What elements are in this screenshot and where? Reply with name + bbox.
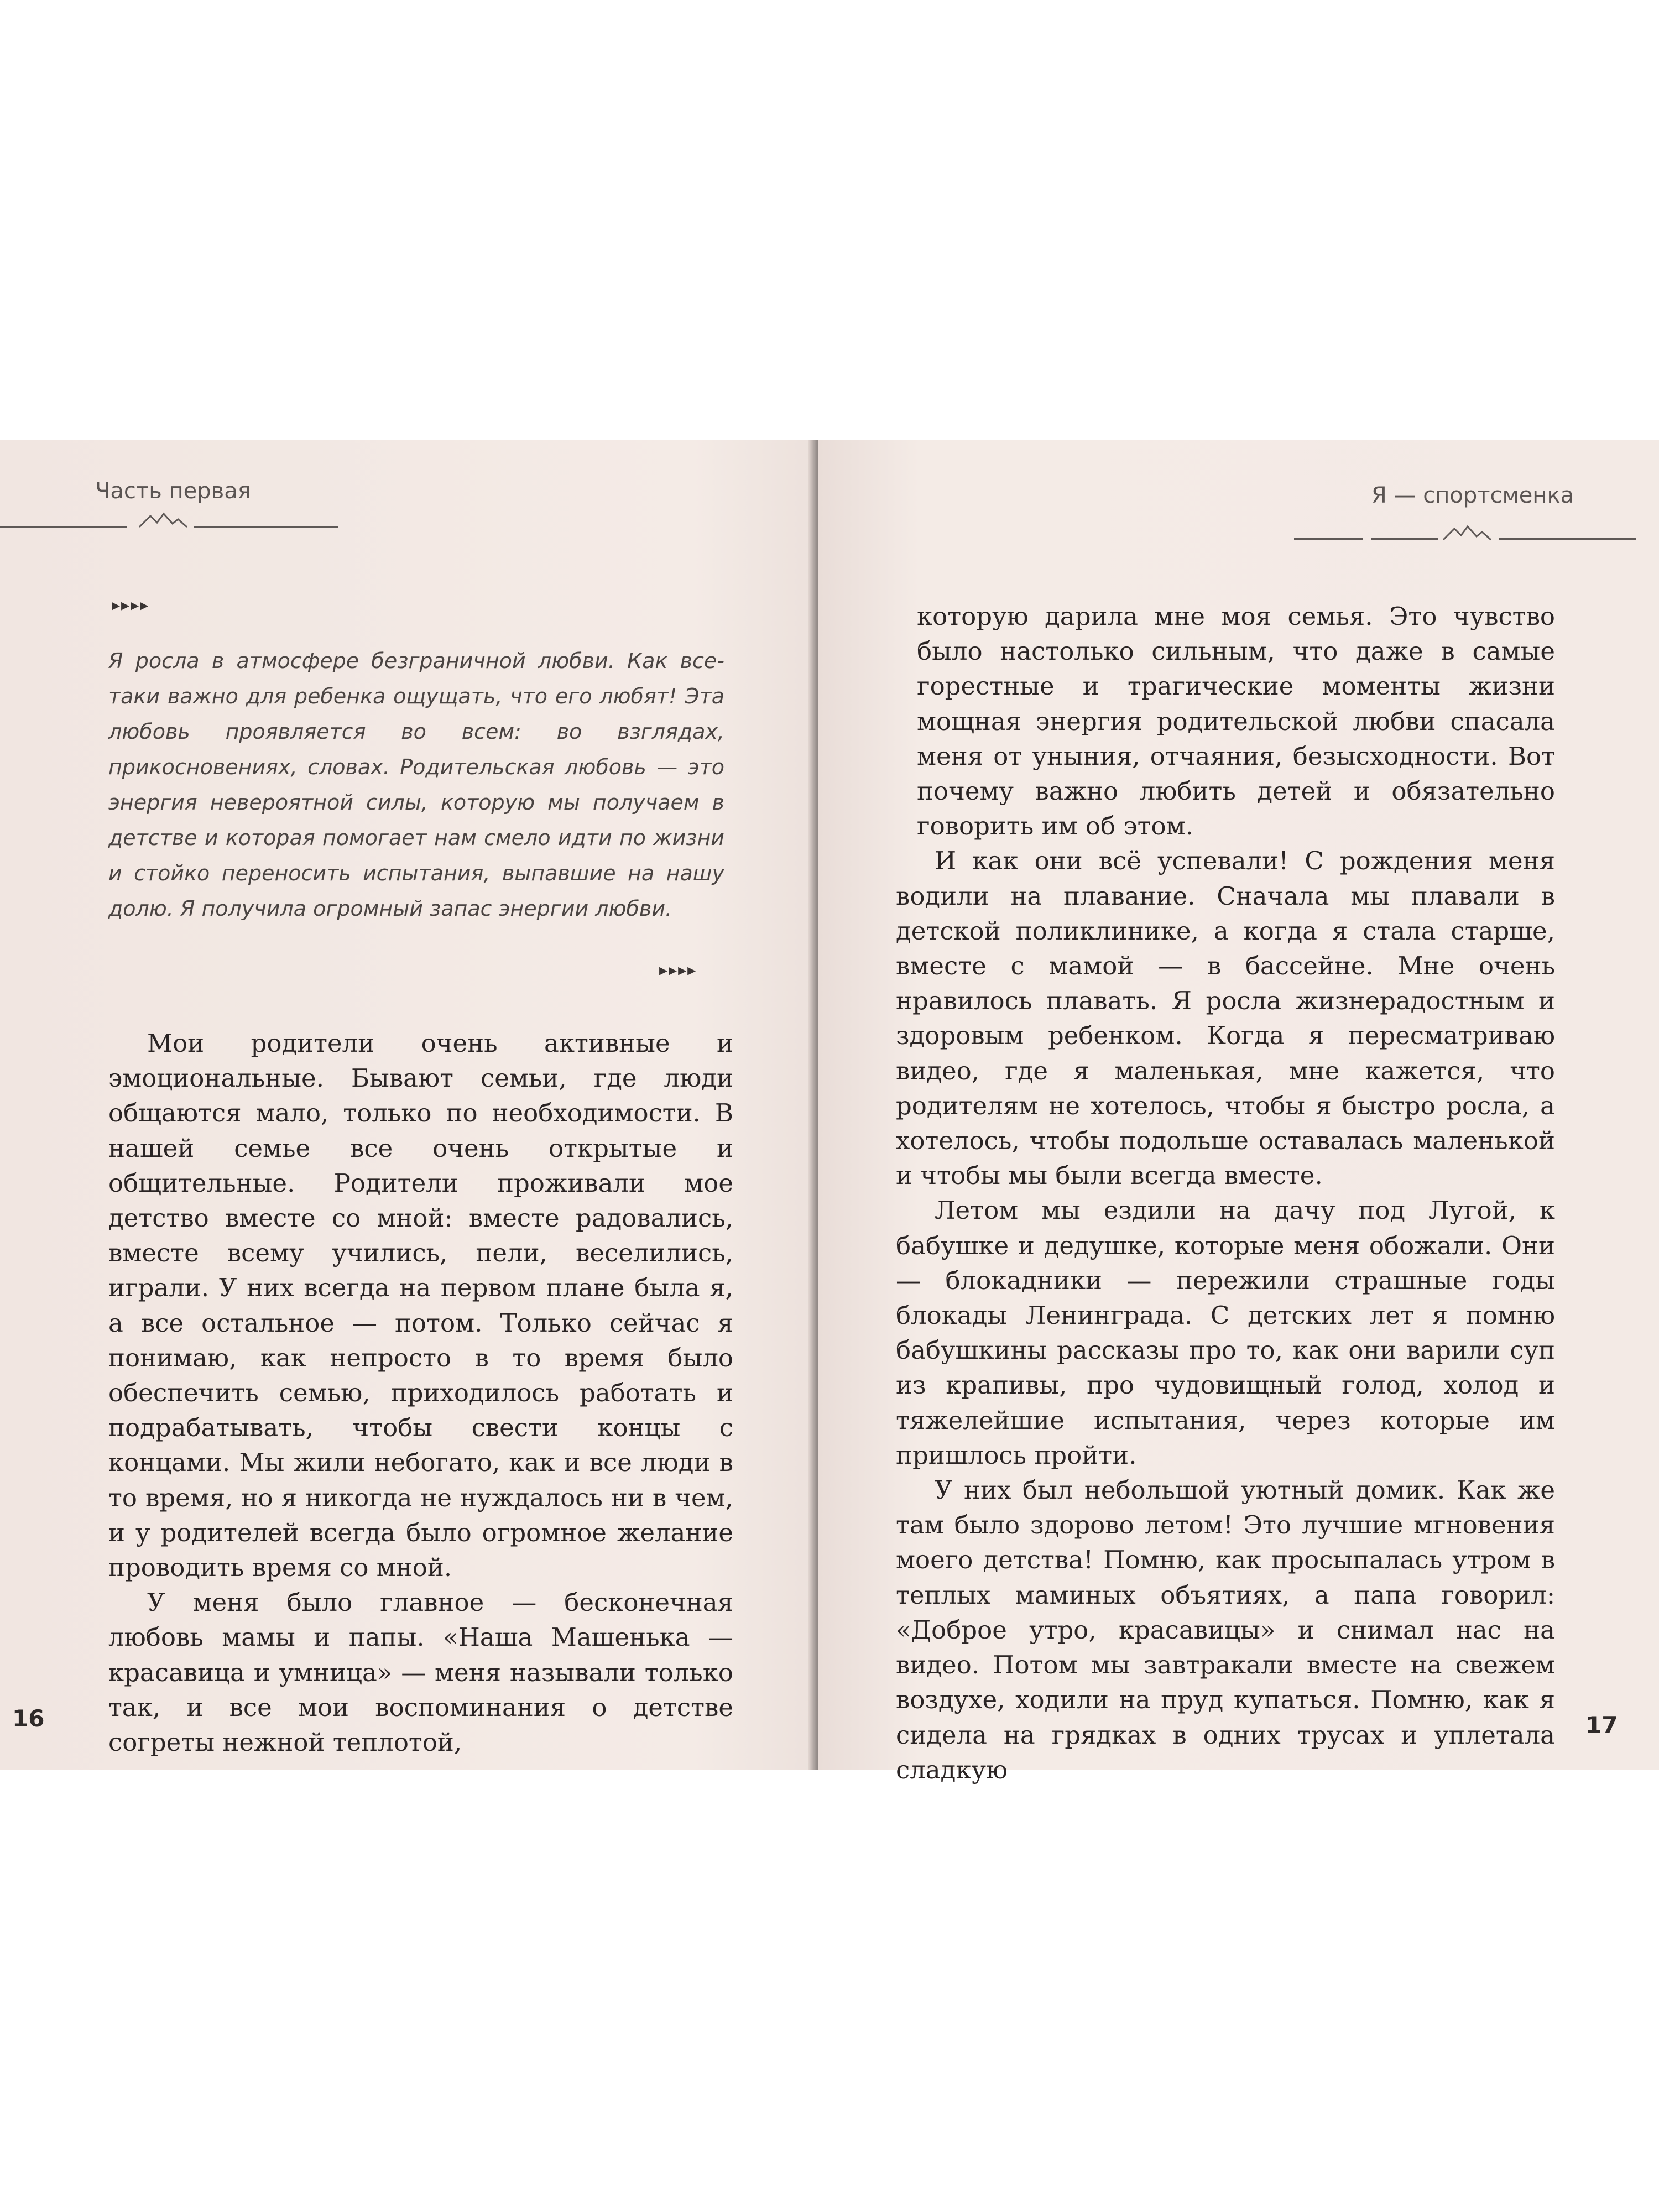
paragraph: И как они всё успевали! С рождения меня водили на плавание. Сначала мы плавали в детской поликлинике, а когда я стала старше, вместе с мамой — в бассейне. Мне очень нравилось плавать. Я росла жизнерадостным и здоровым ребенком. Когда я пересматриваю видео, где я маленькая, мне кажется, что родителям не хотелось, чтобы я быстро росла, а хотелось, чтобы подольше оставалась маленькой и чтобы мы были всегда вместе. (896, 846, 1555, 1191)
head-rule-left-a (0, 526, 127, 528)
left-page (0, 440, 816, 1770)
head-rule-right-b (1371, 538, 1438, 540)
right-body-text (896, 599, 1555, 1787)
left-body-text (108, 1026, 733, 1760)
page-number-right: 17 (1585, 1712, 1618, 1739)
head-rule-right-a (1294, 538, 1363, 540)
running-head-left: Часть первая (95, 478, 251, 504)
paragraph: У них был небольшой уютный домик. Как же там было здорово летом! Это лучшие мгновения моего детства! Помню, как просыпалась утром в теплых маминых объятиях, а папа говорил: «Доброе утро, красавицы» и снимал нас на видео. Потом мы завтракали вместе на свежем воздухе, ходили на пруд купаться. Помню, как я сидела на грядках в одних трусах и уплетала сладкую (896, 1475, 1555, 1785)
mountain-ornament-icon (138, 512, 188, 528)
paragraph: которую дарила мне моя семья. Это чувство было настолько сильным, что даже в самые горестные и трагические моменты жизни мощная энергия родительской любви спасала меня от уныния, отчаяния, безысходности. Вот почему важно любить детей и обязательно говорить им об этом. (917, 602, 1555, 841)
epigraph-text: Я росла в атмосфере безграничной любви. Как все-таки важно для ребенка ощущать, что его любят! Эта любовь проявляется во всем: во взглядах, прикосновениях, словах. Родительская любовь — это энергия невероятной силы, которую мы получаем в детстве и которая помогает нам смело идти по жизни и стойко переносить испытания, выпавшие на нашу долю. Я получила огромный запас энергии любви. (108, 649, 724, 921)
ornament-arrows-start: ▸▸▸▸ (112, 596, 150, 615)
ornament-arrows-end: ▸▸▸▸ (659, 961, 697, 980)
running-head-right: Я — спортсменка (1371, 483, 1574, 508)
epigraph-italic (108, 643, 724, 926)
mountain-ornament-icon (1442, 524, 1492, 541)
right-page (818, 440, 1659, 1785)
head-rule-right-c (1499, 538, 1636, 540)
page-number-left: 16 (12, 1705, 45, 1732)
paragraph: У меня было главное — бесконечная любовь мамы и папы. «Наша Машенька — красавица и умница» — меня называли только так, и все мои воспоминания о детстве согреты нежной теплотой, (108, 1588, 733, 1757)
head-rule-left-b (194, 526, 338, 528)
paragraph: Мои родители очень активные и эмоциональные. Бывают семьи, где люди общаются мало, только по необходимости. В нашей семье все очень открытые и общительные. Родители проживали мое детство вместе со мной: вместе радовались, вместе всему учились, пели, веселились, играли. У них всегда на первом плане была я, а все остальное — потом. Только сейчас я понимаю, как непросто в то время было обеспечить семью, приходилось работать и подрабатывать, чтобы свести концы с концами. Мы жили небогато, как и все люди в то время, но я никогда не нуждалось ни в чем, и у родителей всегда было огромное желание проводить время со мной. (108, 1029, 733, 1583)
paragraph: Летом мы ездили на дачу под Лугой, к бабушке и дедушке, которые меня обожали. Они — блокадники — пережили страшные годы блокады Ленинграда. С детских лет я помню бабушкины рассказы про то, как они варили суп из крапивы, про чудовищный голод, холод и тяжелейшие испытания, через которые им пришлось пройти. (896, 1196, 1555, 1470)
book-spread (0, 440, 1659, 1785)
